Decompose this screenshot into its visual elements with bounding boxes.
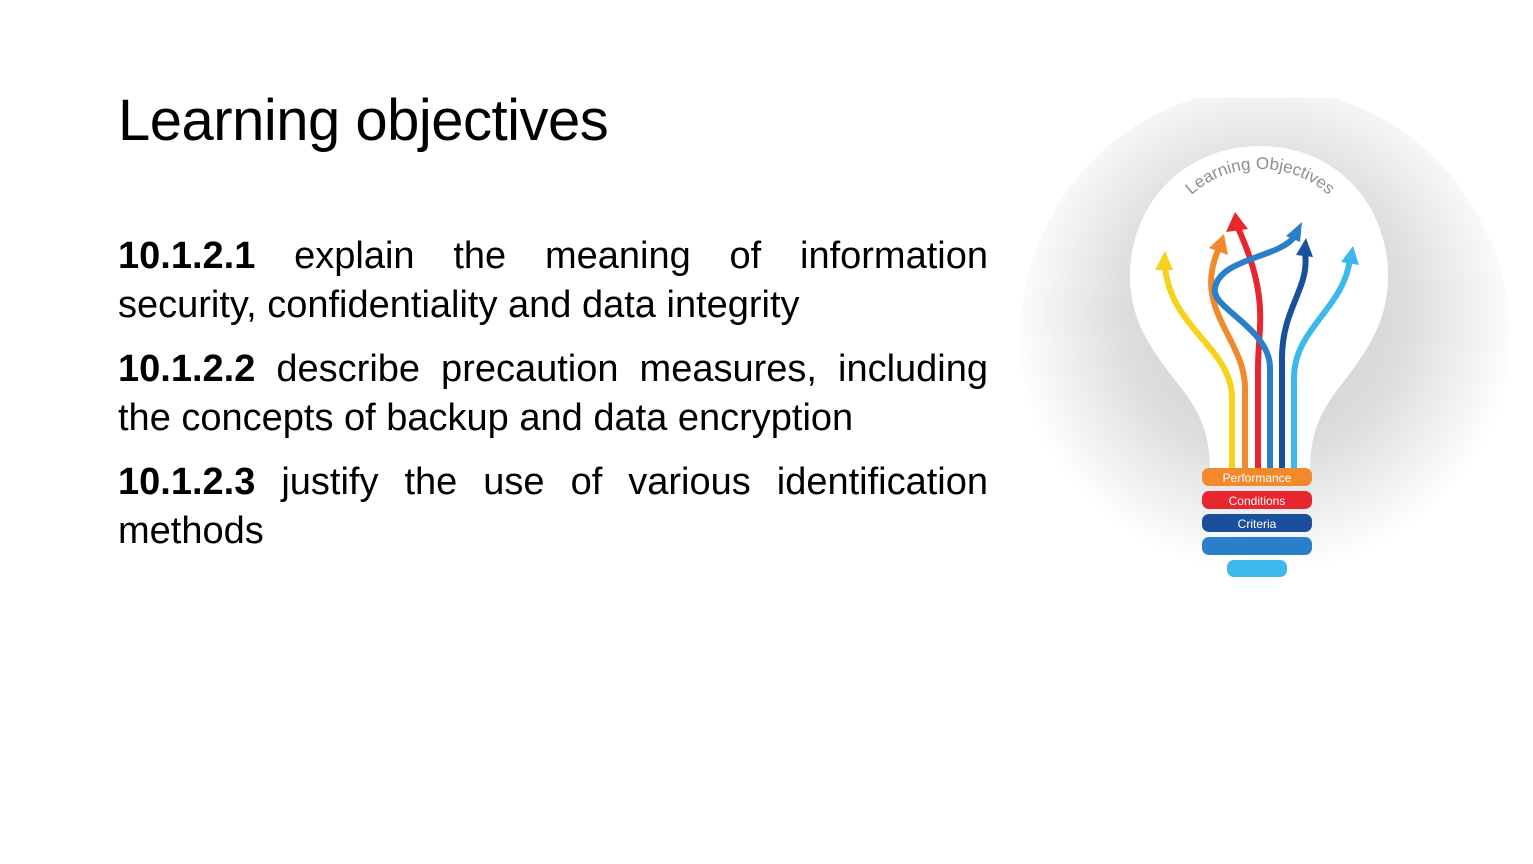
objective-item: [118, 345, 988, 443]
objective-code: 10.1.2.1: [118, 235, 256, 277]
objective-code: 10.1.2.3: [118, 461, 256, 503]
blue-band: [1202, 537, 1312, 555]
objective-text: describe precaution measures, including the concepts of backup and data encryption: [118, 348, 988, 439]
criteria-label: Criteria: [1237, 517, 1277, 531]
performance-label: Performance: [1222, 471, 1292, 485]
objective-text: justify the use of various identification methods: [118, 461, 988, 552]
conditions-label: Conditions: [1228, 494, 1286, 508]
objectives-list: [118, 232, 988, 571]
objective-item: [118, 232, 988, 330]
lightbulb-icon: [1010, 98, 1510, 598]
slide-title: Learning objectives: [118, 88, 609, 153]
bulb-tip: [1227, 560, 1287, 577]
lightbulb-illustration: [1010, 98, 1510, 598]
objective-code: 10.1.2.2: [118, 348, 256, 390]
arc-text: Learning Objectives: [1181, 153, 1339, 199]
objective-item: [118, 458, 988, 556]
objective-text: explain the meaning of information security, confidentiality and data integrity: [118, 235, 988, 326]
